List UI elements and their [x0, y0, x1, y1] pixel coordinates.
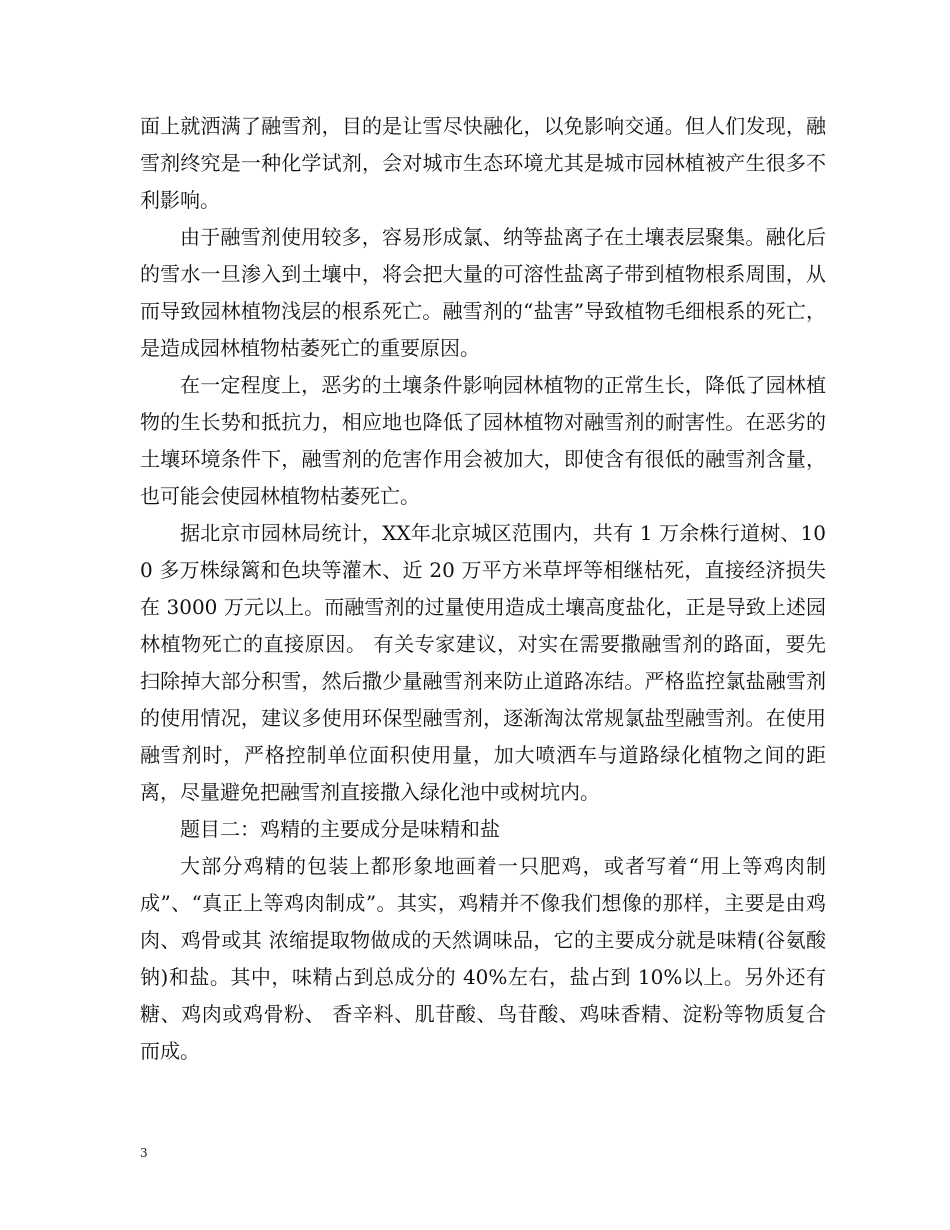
document-body — [140, 108, 826, 1070]
paragraph-beijing-statistics: 据北京市园林局统计，XX年北京城区范围内，共有 1 万余株行道树、100 多万株绿篱和色块等灌木、近 20 万平方米草坪等相继枯死，直接经济损失在 3000 万元以上。而融雪剂的过量使用造成土壤高度盐化，正是导致上述园林植物死亡的直接原因。 有关专家建议，对实在需要撒融雪剂的路面，要先扫除掉大部分积雪，然后撒少量融雪剂来防止道路冻结。严格监控氯盐融雪剂的使用情况，建议多使用环保型融雪剂，逐渐淘汰常规氯盐型融雪剂。在使用融雪剂时，严格控制单位面积使用量，加大喷洒车与道路绿化植物之间的距离，尽量避免把融雪剂直接撒入绿化池中或树坑内。 — [140, 521, 826, 804]
section-heading-topic-two: 题目二：鸡精的主要成分是味精和盐 — [180, 817, 500, 841]
page-number: 3 — [140, 1146, 148, 1160]
paragraph-salt-damage: 由于融雪剂使用较多，容易形成氯、纳等盐离子在土壤表层聚集。融化后的雪水一旦渗入到土壤中，将会把大量的可溶性盐离子带到植物根系周围，从而导致园林植物浅层的根系死亡。融雪剂的“盐害”导致植物毛细根系的死亡，是造成园林植物枯萎死亡的重要原因。 — [140, 225, 826, 360]
paragraph-chicken-essence: 大部分鸡精的包装上都形象地画着一只肥鸡，或者写着“用上等鸡肉制成”、“真正上等鸡肉制成”。其实，鸡精并不像我们想像的那样，主要是由鸡肉、鸡骨或其 浓缩提取物做成的天然调味品，它的主要成分就是味精(谷氨酸钠)和盐。其中，味精占到总成分的 40%左右，盐占到 10%以上。另外还有糖、鸡肉或鸡骨粉、 香辛料、肌苷酸、鸟苷酸、鸡味香精、淀粉等物质复合而成。 — [140, 854, 826, 1063]
paragraph-soil-conditions: 在一定程度上，恶劣的土壤条件影响园林植物的正常生长，降低了园林植物的生长势和抵抗力，相应地也降低了园林植物对融雪剂的耐害性。在恶劣的土壤环境条件下，融雪剂的危害作用会被加大，即使含有很低的融雪剂含量，也可能会使园林植物枯萎死亡。 — [140, 373, 826, 508]
paragraph-snow-melt-intro: 面上就洒满了融雪剂，目的是让雪尽快融化，以免影响交通。但人们发现，融雪剂终究是一种化学试剂，会对城市生态环境尤其是城市园林植被产生很多不利影响。 — [140, 114, 826, 212]
